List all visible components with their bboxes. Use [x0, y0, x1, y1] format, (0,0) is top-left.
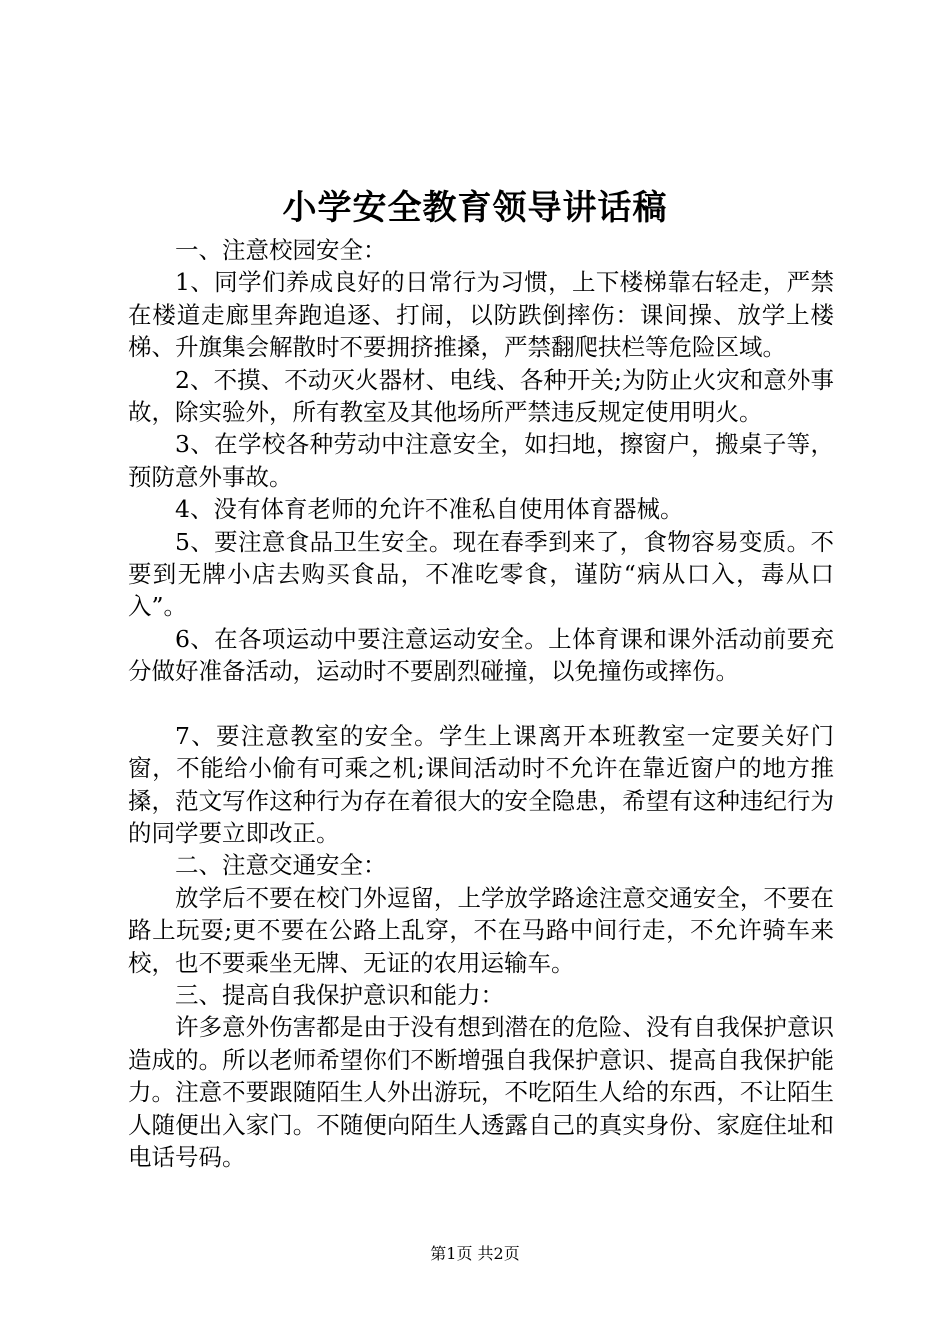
section-heading: 一、注意校园安全： — [175, 236, 387, 264]
body-paragraph: 7、要注意教室的安全。学生上课离开本班教室一定要关好门窗，不能给小偷有可乘之机;课间活动时不允许在靠近窗户的地方推搡，范文写作这种行为存在着很大的安全隐患，希望有这种违纪行为的同学要立即改正。 — [128, 721, 834, 847]
body-paragraph: 1、同学们养成良好的日常行为习惯，上下楼梯靠右轻走，严禁在楼道走廊里奔跑追逐、打闹，以防跌倒摔伤：课间操、放学上楼梯、升旗集会解散时不要拥挤推搡，严禁翻爬扶栏等危险区域。 — [128, 268, 834, 362]
document-title: 小学安全教育领导讲话稿 — [282, 188, 668, 228]
body-paragraph: 5、要注意食品卫生安全。现在春季到来了，食物容易变质。不要到无牌小店去购买食品，不准吃零食，谨防“病从口入，毒从口入”。 — [128, 527, 834, 621]
section-heading: 三、提高自我保护意识和能力： — [175, 980, 504, 1009]
body-paragraph: 3、在学校各种劳动中注意安全，如扫地，擦窗户，搬桌子等，预防意外事故。 — [128, 430, 834, 491]
body-paragraph: 许多意外伤害都是由于没有想到潜在的危险、没有自我保护意识造成的。所以老师希望你们不断增强自我保护意识、提高自我保护能力。注意不要跟随陌生人外出游玩，不吃陌生人给的东西，不让陌生人随便出入家门。不随便向陌生人透露自己的真实身份、家庭住址和电话号码。 — [128, 1013, 834, 1171]
body-paragraph: 放学后不要在校门外逗留，上学放学路途注意交通安全，不要在路上玩耍;更不要在公路上乱穿，不在马路中间行走，不允许骑车来校，也不要乘坐无牌、无证的农用运输车。 — [128, 883, 834, 977]
document-body — [128, 234, 834, 1173]
body-paragraph: 2、不摸、不动灭火器材、电线、各种开关;为防止火灾和意外事故，除实验外，所有教室及其他场所严禁违反规定使用明火。 — [128, 365, 834, 427]
body-paragraph: 4、没有体育老师的允许不准私自使用体育器械。 — [175, 495, 684, 524]
body-paragraph: 6、在各项运动中要注意运动安全。上体育课和课外活动前要充分做好准备活动，运动时不要剧烈碰撞，以免撞伤或摔伤。 — [128, 624, 834, 686]
page-number: 第1页 共2页 — [430, 1244, 520, 1263]
section-heading: 二、注意交通安全： — [175, 851, 387, 880]
